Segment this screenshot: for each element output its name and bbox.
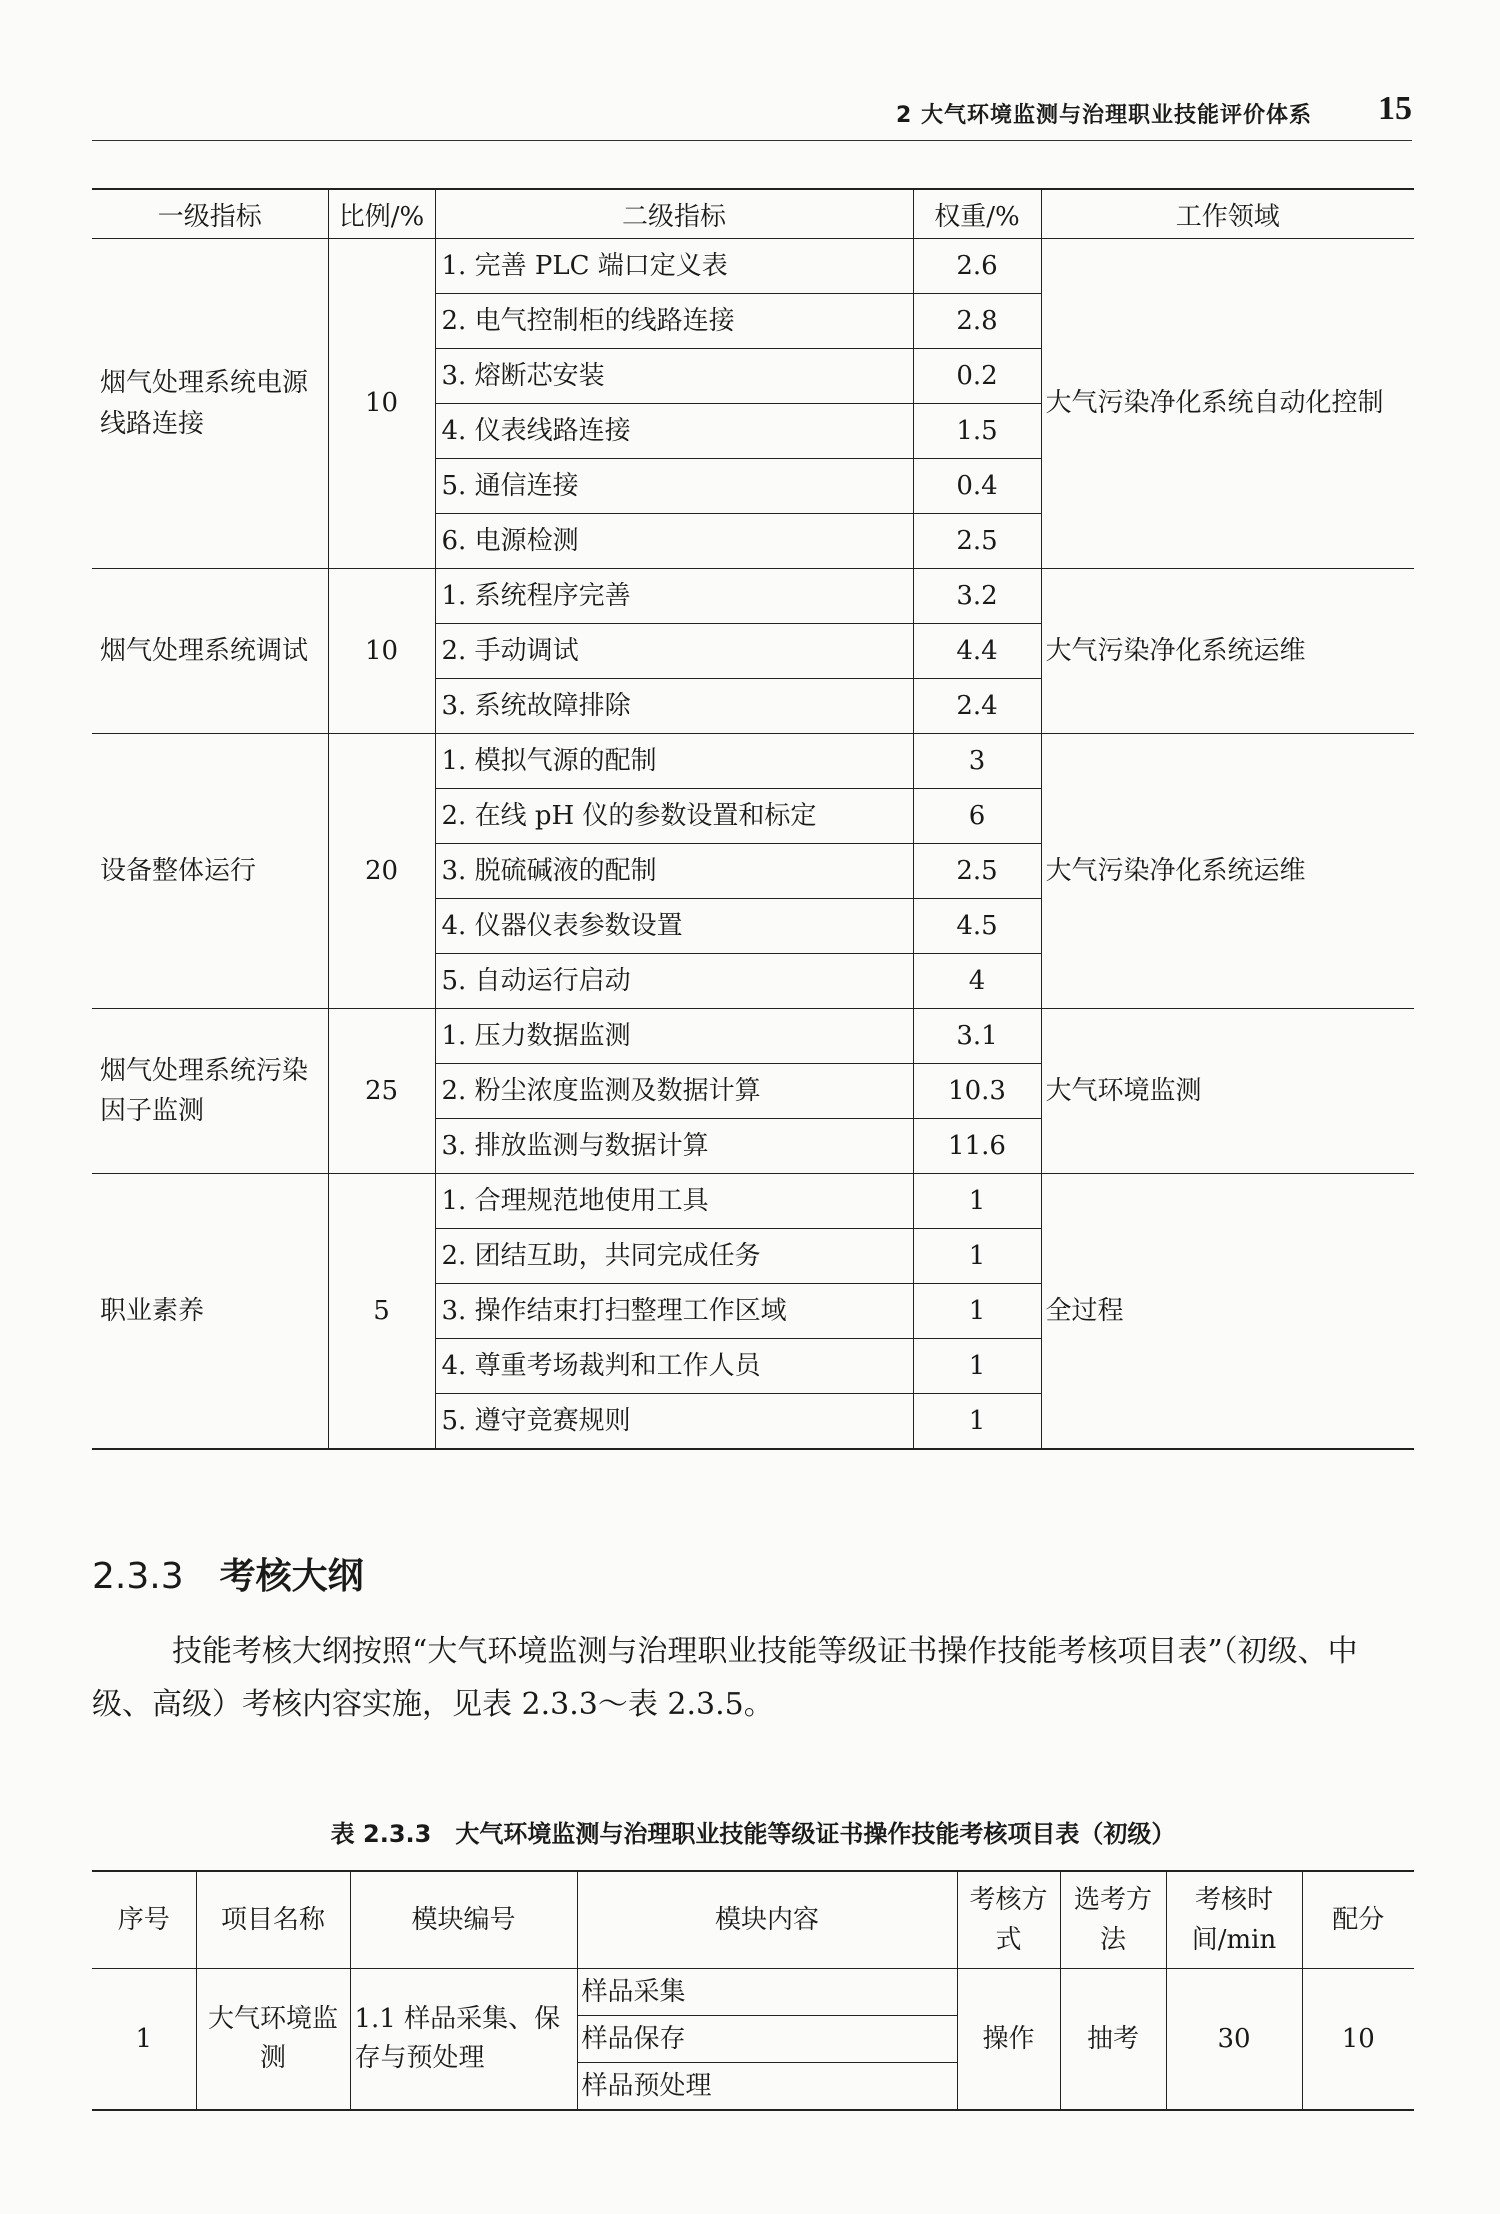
weight-cell: 4.5 bbox=[913, 899, 1041, 954]
domain-cell: 大气污染净化系统运维 bbox=[1041, 569, 1414, 734]
weight-cell: 3.2 bbox=[913, 569, 1041, 624]
domain-cell: 大气污染净化系统自动化控制 bbox=[1041, 239, 1414, 569]
col-ratio: 比例/% bbox=[328, 189, 435, 239]
level2-cell: 4. 仪器仪表参数设置 bbox=[435, 899, 913, 954]
col-level2: 二级指标 bbox=[435, 189, 913, 239]
caption-text: 大气环境监测与治理职业技能等级证书操作技能考核项目表（初级） bbox=[455, 1820, 1176, 1848]
level2-cell: 2. 团结互助，共同完成任务 bbox=[435, 1229, 913, 1284]
level1-cell: 烟气处理系统电源线路连接 bbox=[92, 239, 328, 569]
weight-cell: 2.5 bbox=[913, 844, 1041, 899]
weight-cell: 3.1 bbox=[913, 1009, 1041, 1064]
score-cell: 10 bbox=[1302, 1969, 1414, 2111]
level2-cell: 1. 模拟气源的配制 bbox=[435, 734, 913, 789]
section-heading bbox=[92, 1548, 364, 1599]
level2-cell: 5. 遵守竞赛规则 bbox=[435, 1394, 913, 1450]
level2-cell: 3. 排放监测与数据计算 bbox=[435, 1119, 913, 1174]
table-row bbox=[92, 1009, 1414, 1064]
module-cell: 1.1 样品采集、保存与预处理 bbox=[350, 1969, 577, 2111]
weight-cell: 1 bbox=[913, 1339, 1041, 1394]
time-cell: 30 bbox=[1166, 1969, 1302, 2111]
method-cell: 操作 bbox=[957, 1969, 1060, 2111]
ratio-cell: 20 bbox=[328, 734, 435, 1009]
weight-cell: 0.2 bbox=[913, 349, 1041, 404]
ratio-cell: 10 bbox=[328, 239, 435, 569]
weight-cell: 1.5 bbox=[913, 404, 1041, 459]
level1-cell: 烟气处理系统污染因子监测 bbox=[92, 1009, 328, 1174]
level1-cell: 设备整体运行 bbox=[92, 734, 328, 1009]
level2-cell: 3. 脱硫碱液的配制 bbox=[435, 844, 913, 899]
level2-cell: 1. 完善 PLC 端口定义表 bbox=[435, 239, 913, 294]
caption-number: 表 2.3.3 bbox=[330, 1820, 432, 1848]
table-header-row bbox=[92, 189, 1414, 239]
select-cell: 抽考 bbox=[1060, 1969, 1166, 2111]
weight-cell: 0.4 bbox=[913, 459, 1041, 514]
content-cell: 样品保存 bbox=[577, 2016, 957, 2063]
ratio-cell: 25 bbox=[328, 1009, 435, 1174]
weight-cell: 4.4 bbox=[913, 624, 1041, 679]
level2-cell: 3. 操作结束打扫整理工作区域 bbox=[435, 1284, 913, 1339]
level2-cell: 5. 自动运行启动 bbox=[435, 954, 913, 1009]
section-number: 2.3.3 bbox=[92, 1556, 184, 1597]
weight-cell: 10.3 bbox=[913, 1064, 1041, 1119]
weight-cell: 1 bbox=[913, 1174, 1041, 1229]
table-row bbox=[92, 1969, 1414, 2016]
weight-cell: 2.8 bbox=[913, 294, 1041, 349]
col-project: 项目名称 bbox=[196, 1871, 350, 1969]
weight-cell: 6 bbox=[913, 789, 1041, 844]
ratio-cell: 5 bbox=[328, 1174, 435, 1450]
level2-cell: 4. 尊重考场裁判和工作人员 bbox=[435, 1339, 913, 1394]
weight-cell: 1 bbox=[913, 1229, 1041, 1284]
level2-cell: 5. 通信连接 bbox=[435, 459, 913, 514]
domain-cell: 大气污染净化系统运维 bbox=[1041, 734, 1414, 1009]
table-row bbox=[92, 569, 1414, 624]
weight-cell: 2.5 bbox=[913, 514, 1041, 569]
chapter-title: 2 大气环境监测与治理职业技能评价体系 bbox=[896, 103, 1312, 128]
page-number: 15 bbox=[1378, 90, 1412, 127]
ratio-cell: 10 bbox=[328, 569, 435, 734]
weight-cell: 4 bbox=[913, 954, 1041, 1009]
exam-items-table bbox=[92, 1870, 1414, 2111]
level2-cell: 2. 粉尘浓度监测及数据计算 bbox=[435, 1064, 913, 1119]
weight-cell: 11.6 bbox=[913, 1119, 1041, 1174]
level2-cell: 3. 熔断芯安装 bbox=[435, 349, 913, 404]
level2-cell: 2. 手动调试 bbox=[435, 624, 913, 679]
weight-cell: 2.6 bbox=[913, 239, 1041, 294]
level2-cell: 3. 系统故障排除 bbox=[435, 679, 913, 734]
running-header bbox=[92, 92, 1412, 141]
level2-cell: 1. 合理规范地使用工具 bbox=[435, 1174, 913, 1229]
level2-cell: 2. 电气控制柜的线路连接 bbox=[435, 294, 913, 349]
weight-cell: 1 bbox=[913, 1394, 1041, 1450]
col-exam-method: 考核方式 bbox=[957, 1871, 1060, 1969]
col-weight: 权重/% bbox=[913, 189, 1041, 239]
col-select-method: 选考方法 bbox=[1060, 1871, 1166, 1969]
content-cell: 样品预处理 bbox=[577, 2063, 957, 2111]
table-header-row bbox=[92, 1871, 1414, 1969]
col-no: 序号 bbox=[92, 1871, 196, 1969]
level2-cell: 1. 压力数据监测 bbox=[435, 1009, 913, 1064]
col-exam-time: 考核时间/min bbox=[1166, 1871, 1302, 1969]
table-row bbox=[92, 239, 1414, 294]
project-cell: 大气环境监测 bbox=[196, 1969, 350, 2111]
domain-cell: 大气环境监测 bbox=[1041, 1009, 1414, 1174]
level2-cell: 4. 仪表线路连接 bbox=[435, 404, 913, 459]
weight-cell: 1 bbox=[913, 1284, 1041, 1339]
domain-cell: 全过程 bbox=[1041, 1174, 1414, 1450]
level1-cell: 职业素养 bbox=[92, 1174, 328, 1450]
level2-cell: 6. 电源检测 bbox=[435, 514, 913, 569]
weight-cell: 2.4 bbox=[913, 679, 1041, 734]
table-row bbox=[92, 1174, 1414, 1229]
index-weight-table bbox=[92, 188, 1414, 1450]
section-title: 考核大纲 bbox=[219, 1556, 364, 1597]
weight-cell: 3 bbox=[913, 734, 1041, 789]
level1-cell: 烟气处理系统调试 bbox=[92, 569, 328, 734]
level2-cell: 2. 在线 pH 仪的参数设置和标定 bbox=[435, 789, 913, 844]
col-domain: 工作领域 bbox=[1041, 189, 1414, 239]
table-row bbox=[92, 734, 1414, 789]
table-caption bbox=[92, 1814, 1414, 1849]
content-cell: 样品采集 bbox=[577, 1969, 957, 2016]
level2-cell: 1. 系统程序完善 bbox=[435, 569, 913, 624]
col-score: 配分 bbox=[1302, 1871, 1414, 1969]
col-level1: 一级指标 bbox=[92, 189, 328, 239]
col-module-no: 模块编号 bbox=[350, 1871, 577, 1969]
col-module-content: 模块内容 bbox=[577, 1871, 957, 1969]
no-cell: 1 bbox=[92, 1969, 196, 2111]
body-paragraph: 技能考核大纲按照“大气环境监测与治理职业技能等级证书操作技能考核项目表”（初级、中级、高级）考核内容实施，见表 2.3.3～表 2.3.5。 bbox=[92, 1634, 1358, 1722]
